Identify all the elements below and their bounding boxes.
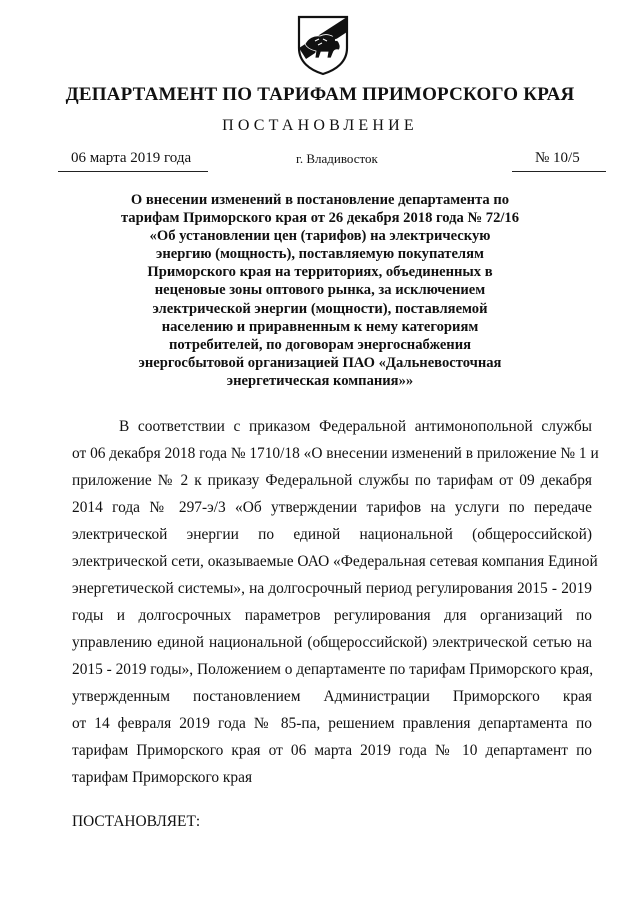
- paragraph-line: электрической сети, оказываемые ОАО «Федеральная сетевая компания Единой: [72, 553, 598, 570]
- document-type: ПОСТАНОВЛЕНИЕ: [222, 117, 418, 134]
- date-underline: [58, 171, 208, 172]
- subject-line: потребителей, по договорам энергоснабжения: [168, 336, 472, 353]
- paragraph-line: энергетической системы», на долгосрочный период регулирования 2015 - 2019: [72, 580, 592, 597]
- subject-line: населению и приравненным к нему категориям: [161, 318, 479, 335]
- subject-line: электрической энергии (мощности), поставляемой: [152, 300, 488, 317]
- paragraph-line: В соответствии с приказом Федеральной антимонопольной службы: [119, 418, 592, 435]
- department-title: ДЕПАРТАМЕНТ ПО ТАРИФАМ ПРИМОРСКОГО КРАЯ: [65, 84, 575, 105]
- paragraph-line: приложение № 2 к приказу Федеральной службы по тарифам от 09 декабря: [72, 472, 592, 489]
- subject-line: тарифам Приморского края от 26 декабря 2018 года № 72/16: [120, 210, 520, 227]
- subject-line: «Об установлении цен (тарифов) на электрическую: [149, 228, 491, 245]
- paragraph-line: 2014 года № 297-э/3 «Об утверждении тарифов на услуги по передаче: [72, 499, 592, 516]
- paragraph-line: управлению единой национальной (общероссийской) электрической сетью на: [72, 634, 592, 651]
- document-city: г. Владивосток: [296, 151, 378, 166]
- document-date: 06 марта 2019 года: [71, 150, 192, 166]
- preamble-paragraph: [72, 413, 599, 791]
- subject-line: Приморского края на территориях, объединенных в: [147, 264, 493, 281]
- paragraph-line: от 14 февраля 2019 года № 85-па, решением правления департамента по: [72, 715, 592, 732]
- paragraph-line: от 06 декабря 2018 года № 1710/18 «О внесении изменений в приложение № 1 и: [72, 445, 599, 462]
- paragraph-line: тарифам Приморского края: [72, 769, 253, 786]
- document-subject: [104, 191, 536, 390]
- paragraph-line: тарифам Приморского края от 06 марта 2019 года № 10 департамент по: [72, 742, 592, 759]
- paragraph-line: 2015 - 2019 годы», Положением о департаменте по тарифам Приморского края,: [72, 661, 594, 678]
- subject-line: энергию (мощность), поставляемую покупателям: [156, 246, 484, 263]
- subject-line: энергетическая компания»»: [226, 372, 414, 389]
- number-underline: [512, 171, 606, 172]
- paragraph-line: годы и долгосрочных параметров регулирования для организаций по: [72, 607, 592, 624]
- subject-line: неценовые зоны оптового рынка, за исключением: [154, 282, 486, 299]
- subject-line: О внесении изменений в постановление департамента по: [130, 192, 510, 208]
- document-number: № 10/5: [535, 150, 580, 166]
- coat-of-arms-icon: [296, 14, 350, 76]
- paragraph-line: электрической энергии по единой национальной (общероссийской): [72, 526, 592, 543]
- subject-line: энергосбытовой организацией ПАО «Дальневосточная: [138, 354, 502, 371]
- resolution-heading: ПОСТАНОВЛЯЕТ:: [72, 813, 201, 830]
- paragraph-line: утвержденным постановлением Администрации Приморского края: [72, 688, 592, 705]
